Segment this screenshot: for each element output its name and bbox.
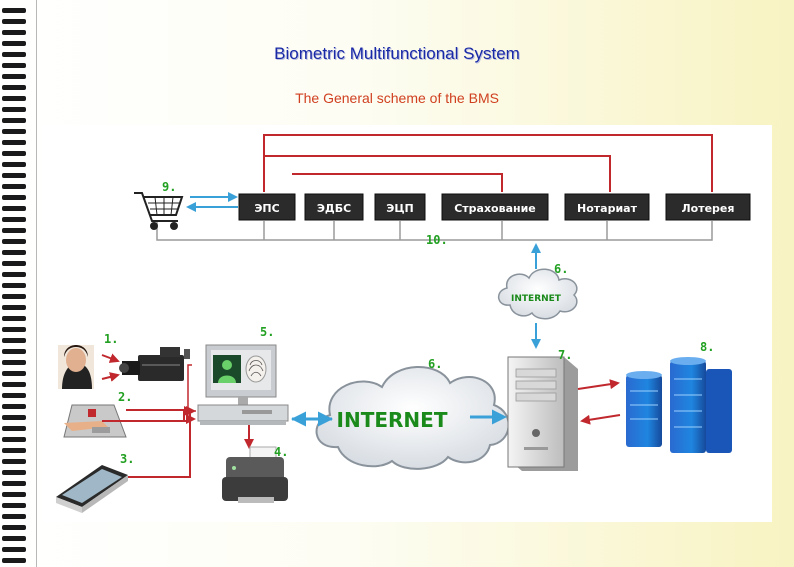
service-label: ЭПС [254,202,280,215]
number-label-7: 7. [558,348,573,362]
video-camera-icon [119,347,190,381]
service-box-eps [239,194,295,220]
person-icon [58,345,94,389]
service-box-insurance [442,194,548,220]
number-label-1: 1. [104,332,119,346]
shopping-cart-icon [134,193,182,229]
arrow-server-to-db [578,383,618,389]
page-edge-line [36,0,37,567]
arrow-1a [102,355,118,361]
server-icon [508,357,578,471]
database-servers-icon [626,357,732,453]
arrow-cam-line [188,365,196,411]
arrow-db-to-server [582,415,620,421]
number-label-9: 9. [162,180,177,194]
page-subtitle: The General scheme of the BMS [295,90,499,106]
bms-scheme-diagram [42,125,772,522]
service-box-ecp [375,194,425,220]
service-box-notary [565,194,649,220]
number-label-2: 2. [118,390,133,404]
number-label-3: 3. [120,452,135,466]
large-internet-label: INTERNET [336,408,448,432]
service-label: Лотерея [681,202,735,215]
number-label-6-top: 6. [554,262,569,276]
number-label-6: 6. [428,357,443,371]
service-label: Страхование [454,202,536,215]
top-service-connectors [264,135,712,192]
number-label-8: 8. [700,340,715,354]
computer-icon [198,345,288,425]
notebook-spiral-binding [0,0,36,567]
page-title: Biometric Multifunctional System [274,44,520,63]
service-box-lottery [666,194,750,220]
service-label: ЭЦП [386,202,414,215]
arrow-1b [102,375,118,379]
number-label-10: 10. [426,233,448,247]
service-box-edbs [305,194,363,220]
service-label: Нотариат [577,202,637,215]
number-label-5: 5. [260,325,275,339]
flatbed-scanner-icon [56,465,128,513]
number-label-4: 4. [274,445,289,459]
small-internet-label: INTERNET [511,294,561,304]
cloud-icon [499,269,577,319]
arrow-scanner-to-pc [128,419,194,477]
service-label: ЭДБС [316,202,352,215]
